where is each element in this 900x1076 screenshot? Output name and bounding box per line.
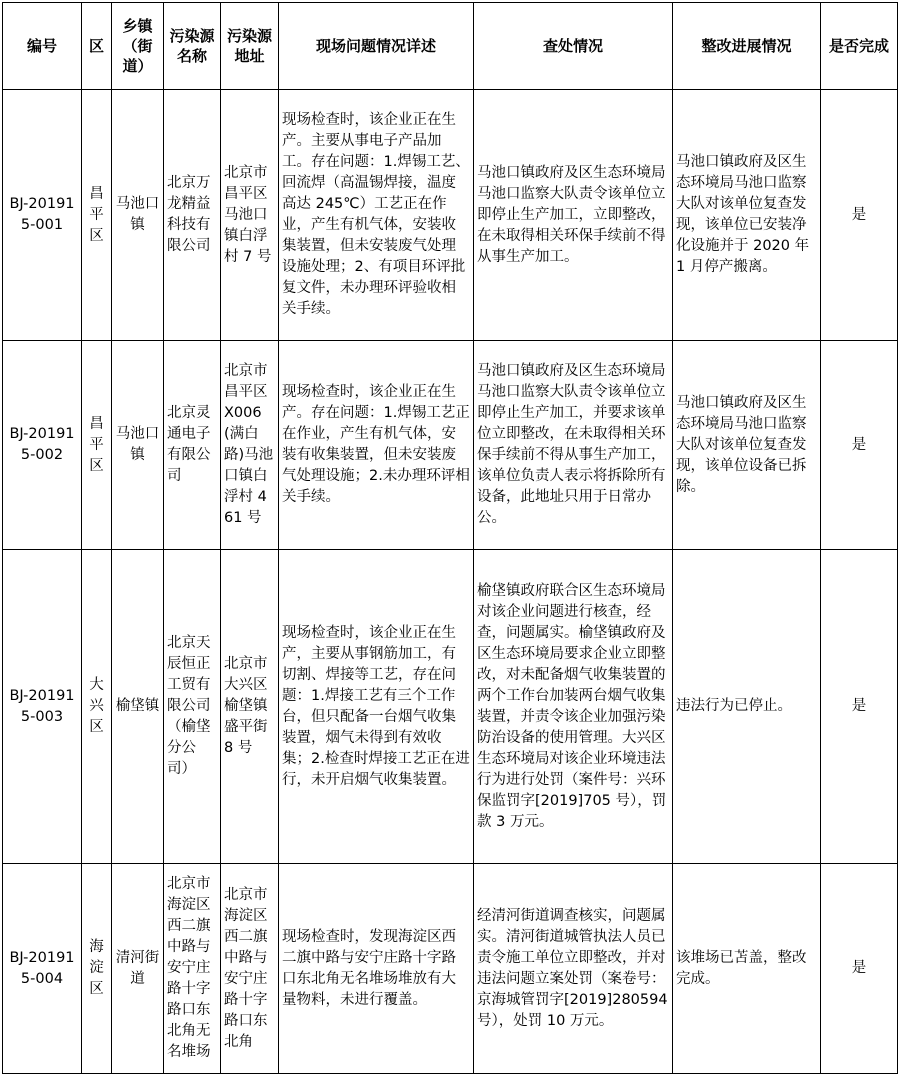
cell-id: BJ-201915-002	[3, 341, 82, 550]
cell-issue: 现场检查时，该企业正在生产。主要从事电子产品加工。存在问题：1.焊锡工艺、回流焊（高温锡焊接，温度高达 245℃）工艺正在作业，产生有机气体，安装收集装置，但未安装废气处理设施处理；2、有项目环评批复文件，未办理环评验收相关手续。	[279, 90, 474, 341]
cell-town: 榆垡镇	[112, 550, 164, 864]
cell-completed: 是	[821, 341, 898, 550]
cell-town: 清河街道	[112, 864, 164, 1074]
cell-source-name: 北京市海淀区西二旗中路与安宁庄路十字路口东北角无名堆场	[164, 864, 221, 1074]
header-town: 乡镇（街道）	[112, 3, 164, 90]
cell-progress: 违法行为已停止。	[673, 550, 821, 864]
cell-progress: 马池口镇政府及区生态环境局马池口监察大队对该单位复查发现，该单位设备已拆除。	[673, 341, 821, 550]
cell-handling: 马池口镇政府及区生态环境局马池口监察大队责令该单位立即停止生产加工，并要求该单位立即整改，在未取得相关环保手续前不得从事生产加工，该单位负责人表示将拆除所有设备，此地址只用于日常办公。	[474, 341, 673, 550]
table-row	[3, 550, 898, 864]
cell-id: BJ-201915-003	[3, 550, 82, 864]
cell-progress: 该堆场已苫盖，整改完成。	[673, 864, 821, 1074]
cell-issue: 现场检查时，该企业正在生产，主要从事钢筋加工，有切割、焊接等工艺，存在问题：1.焊接工艺有三个工作台，但只配备一台烟气收集装置，烟气未得到有效收集；2.检查时焊接工艺正在进行，未开启烟气收集装置。	[279, 550, 474, 864]
table-row	[3, 341, 898, 550]
cell-district: 昌平区	[82, 90, 112, 341]
header-progress: 整改进展情况	[673, 3, 821, 90]
cell-source-address: 北京市大兴区榆垡镇盛平街 8 号	[221, 550, 279, 864]
cell-town: 马池口镇	[112, 90, 164, 341]
rectification-table	[2, 2, 898, 1074]
cell-handling: 马池口镇政府及区生态环境局马池口监察大队责令该单位立即停止生产加工，立即整改，在未取得相关环保手续前不得从事生产加工。	[474, 90, 673, 341]
cell-source-address: 北京市海淀区西二旗中路与安宁庄路十字路口东北角	[221, 864, 279, 1074]
header-handling: 查处情况	[474, 3, 673, 90]
cell-completed: 是	[821, 864, 898, 1074]
cell-handling: 榆垡镇政府联合区生态环境局对该企业问题进行核查，经查，问题属实。榆垡镇政府及区生态环境局要求企业立即整改，对未配备烟气收集装置的两个工作台加装两台烟气收集装置，并责令该企业加强污染防治设备的使用管理。大兴区生态环境局对该企业环境违法行为进行处罚（案件号：兴环保监罚字[2019]705 号），罚款 3 万元。	[474, 550, 673, 864]
cell-town: 马池口镇	[112, 341, 164, 550]
header-district: 区	[82, 3, 112, 90]
cell-source-address: 北京市昌平区 X006(满白路)马池口镇白浮村 461 号	[221, 341, 279, 550]
cell-issue: 现场检查时，该企业正在生产。存在问题：1.焊锡工艺正在作业，产生有机气体，安装有收集装置，但未安装废气处理设施；2.未办理环评相关手续。	[279, 341, 474, 550]
cell-source-name: 北京灵通电子有限公司	[164, 341, 221, 550]
cell-district: 昌平区	[82, 341, 112, 550]
cell-id: BJ-201915-004	[3, 864, 82, 1074]
header-id: 编号	[3, 3, 82, 90]
cell-source-name: 北京天辰恒正工贸有限公司（榆垡分公司）	[164, 550, 221, 864]
header-source-address: 污染源地址	[221, 3, 279, 90]
cell-completed: 是	[821, 550, 898, 864]
cell-source-address: 北京市昌平区马池口镇白浮村 7 号	[221, 90, 279, 341]
cell-district: 大兴区	[82, 550, 112, 864]
table-row	[3, 90, 898, 341]
cell-id: BJ-201915-001	[3, 90, 82, 341]
cell-source-name: 北京万龙精益科技有限公司	[164, 90, 221, 341]
table-row	[3, 864, 898, 1074]
header-completed: 是否完成	[821, 3, 898, 90]
cell-issue: 现场检查时，发现海淀区西二旗中路与安宁庄路十字路口东北角无名堆场堆放有大量物料，未进行覆盖。	[279, 864, 474, 1074]
header-source-name: 污染源名称	[164, 3, 221, 90]
cell-handling: 经清河街道调查核实，问题属实。清河街道城管执法人员已责令施工单位立即整改，并对违法问题立案处罚（案卷号：京海城管罚字[2019]280594 号），处罚 10 万元。	[474, 864, 673, 1074]
header-issue: 现场问题情况详述	[279, 3, 474, 90]
header-row	[3, 3, 898, 90]
cell-completed: 是	[821, 90, 898, 341]
cell-district: 海淀区	[82, 864, 112, 1074]
cell-progress: 马池口镇政府及区生态环境局马池口监察大队对该单位复查发现，该单位已安装净化设施并于 2020 年 1 月停产搬离。	[673, 90, 821, 341]
